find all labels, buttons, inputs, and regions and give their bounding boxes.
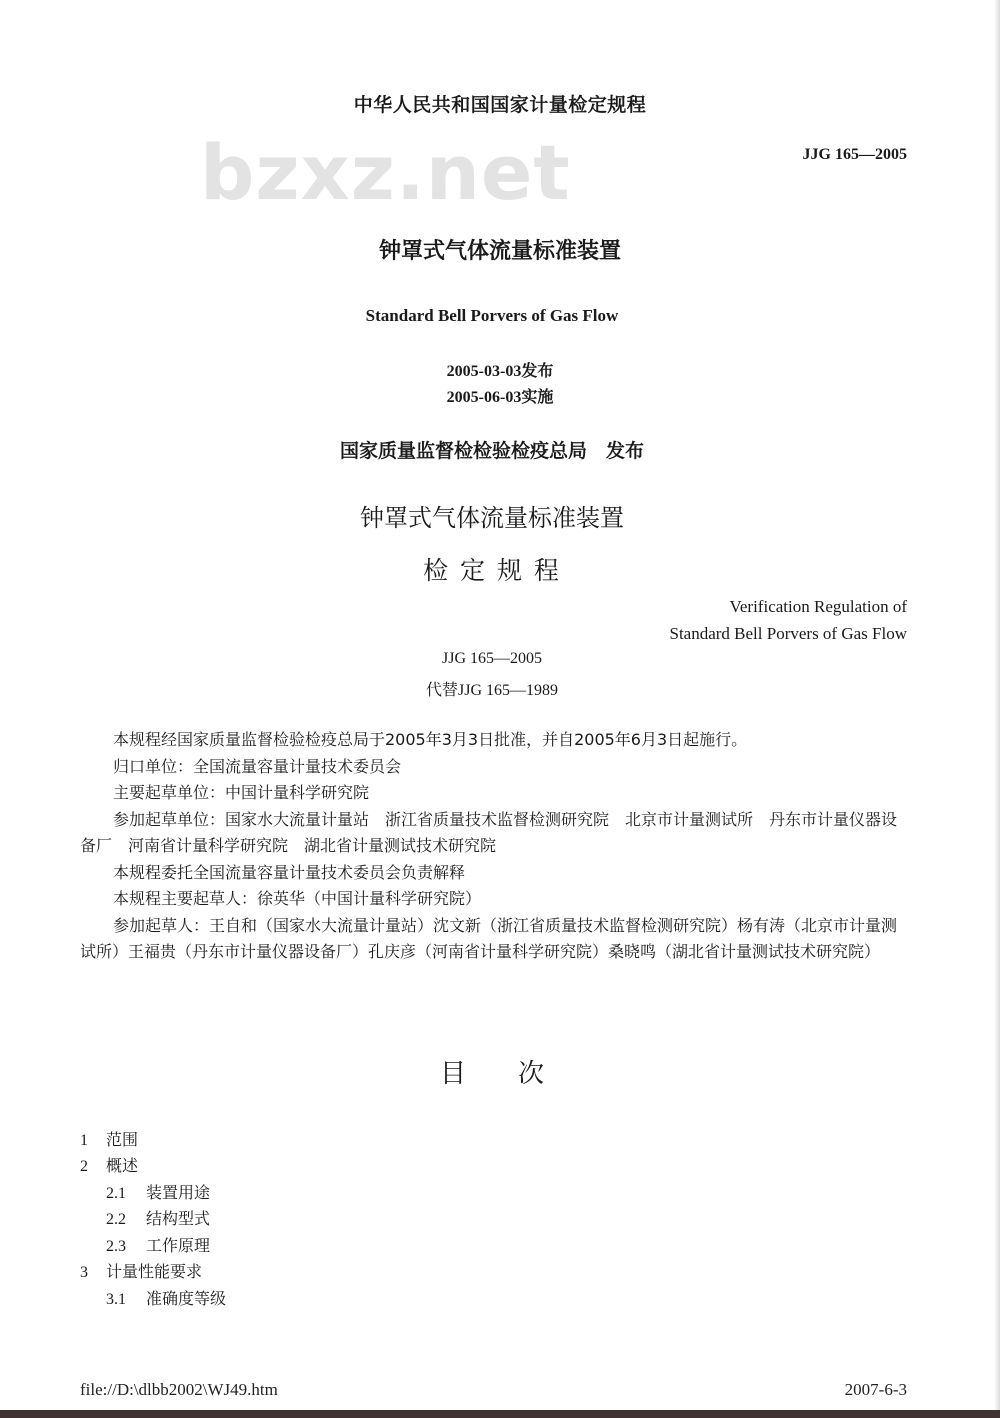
responsible-unit: 归口单位：全国流量容量计量技术委员会 (113, 756, 402, 776)
authority-line: 中华人民共和国国家计量检定规程 (353, 94, 647, 116)
page-edge-shadow (994, 0, 1000, 1410)
page-bottom-edge (0, 1410, 1000, 1418)
toc-item-number: 3.1 (106, 1291, 126, 1308)
cover-title-cn: 钟罩式气体流量标准装置 (378, 239, 621, 264)
main-drafter: 本规程主要起草人：徐英华（中国计量科学研究院） (113, 889, 482, 908)
toc-item-label[interactable]: 概述 (106, 1156, 139, 1175)
regulation-title-en-line1: Verification Regulation of (729, 597, 907, 616)
toc-item-label[interactable]: 准确度等级 (146, 1289, 227, 1308)
toc-heading: 目 次 (439, 1059, 544, 1089)
toc-item[interactable] (106, 1206, 210, 1229)
issue-date: 2005-03-03发布 (446, 363, 554, 380)
toc-item-number: 2.2 (106, 1211, 126, 1228)
regulation-title-en-line2: Standard Bell Porvers of Gas Flow (669, 624, 907, 643)
participating-units: 参加起草单位：国家水大流量计量站 浙江省质量技术监督检测研究院 北京市计量测试所 丹东市计量仪器设备厂 河南省计量科学研究院 湖北省计量测试技术研究院 (80, 809, 898, 855)
toc-item[interactable] (106, 1286, 226, 1309)
toc-item-number: 1 (80, 1132, 88, 1149)
file-path: file://D:\dlbb2002\WJ49.htm (80, 1380, 278, 1399)
toc-item-label[interactable]: 范围 (106, 1130, 139, 1149)
toc-item[interactable] (106, 1180, 210, 1203)
publisher: 国家质量监督检检验检疫总局 发布 (339, 440, 644, 462)
regulation-title-cn: 钟罩式气体流量标准装置 (360, 504, 624, 532)
participating-drafters: 参加起草人：王自和（国家水大流量计量站）沈文新（浙江省质量技术监督检测研究院）杨有涛（北京市计量测试所）王福贵（丹东市计量仪器设备厂）孔庆彦（河南省计量科学研究院）桑晓鸣（湖北省计量测试技术研究院） (80, 915, 898, 961)
toc-item-label[interactable]: 工作原理 (146, 1236, 211, 1255)
replaces-code: 代替JJG 165—1989 (425, 682, 558, 699)
toc-item-label[interactable]: 装置用途 (146, 1183, 211, 1202)
print-date: 2007-6-3 (844, 1380, 907, 1399)
watermark-logo: bzxz.net (200, 128, 571, 217)
toc-item[interactable] (80, 1259, 202, 1282)
main-drafting-unit: 主要起草单位：中国计量科学研究院 (113, 783, 370, 802)
toc-item-number: 2.3 (106, 1238, 126, 1255)
cover-title-en: Standard Bell Porvers of Gas Flow (365, 306, 619, 325)
toc-item[interactable] (106, 1233, 210, 1256)
approval-statement: 本规程经国家质量监督检验检疫总局于2005年3月3日批准，并自2005年6月3日起施行。 (113, 730, 748, 749)
toc-item-number: 2.1 (106, 1185, 126, 1202)
regulation-code-header: JJG 165—2005 (802, 146, 907, 163)
interpretation-note: 本规程委托全国流量容量计量技术委员会负责解释 (113, 862, 466, 882)
regulation-code: JJG 165—2005 (441, 650, 542, 667)
toc-item-number: 3 (80, 1264, 88, 1281)
toc-item[interactable] (80, 1127, 138, 1150)
effective-date: 2005-06-03实施 (446, 389, 554, 406)
preface-body (80, 727, 908, 966)
regulation-subtitle-cn: 检 定 规 程 (423, 556, 561, 585)
toc-item-label[interactable]: 结构型式 (146, 1209, 211, 1228)
toc-item-number: 2 (80, 1158, 88, 1175)
toc-item-label[interactable]: 计量性能要求 (106, 1262, 203, 1281)
toc-item[interactable] (80, 1153, 138, 1176)
